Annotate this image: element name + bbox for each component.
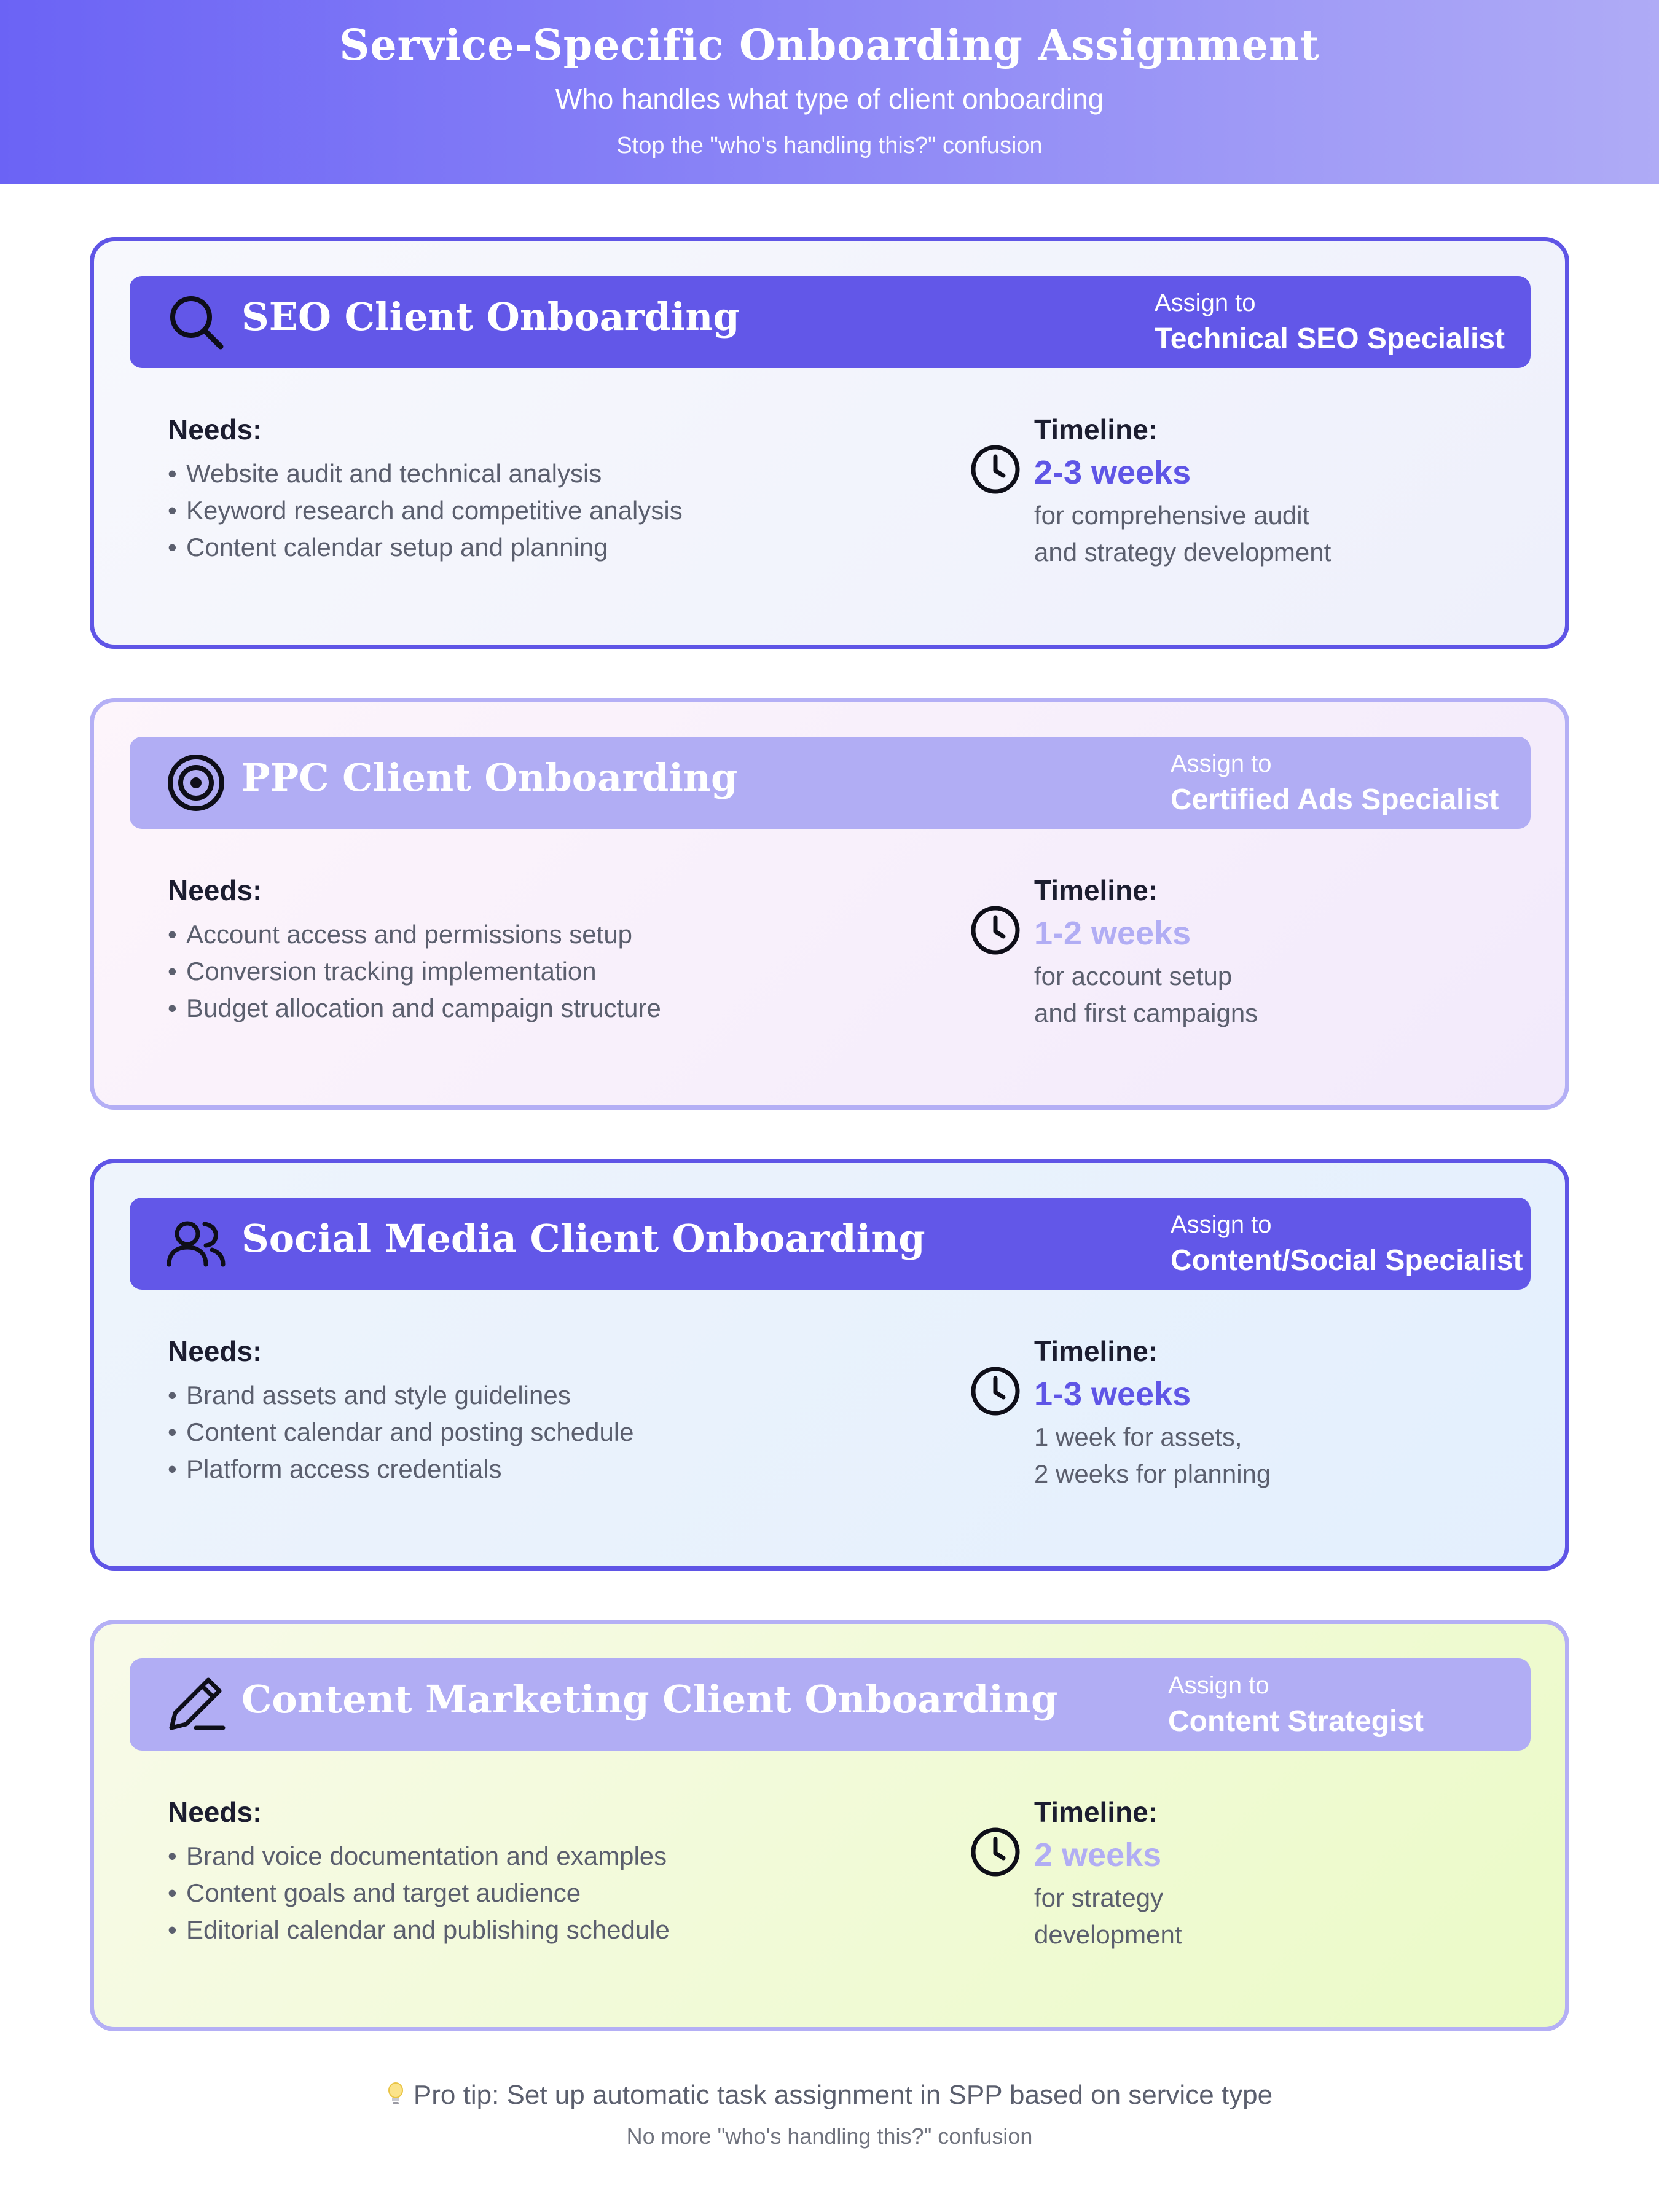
assign-label: Assign to <box>1171 1211 1272 1238</box>
clock-icon <box>969 904 1022 957</box>
needs-heading: Needs: <box>168 414 262 445</box>
assignment-block <box>1171 1207 1523 1280</box>
timeline-heading: Timeline: <box>1034 414 1158 445</box>
timeline-heading: Timeline: <box>1034 1335 1158 1367</box>
timeline-duration: 2-3 weeks <box>1034 454 1191 491</box>
timeline-detail: for strategy <box>1034 1883 1164 1912</box>
needs-heading: Needs: <box>168 1335 262 1367</box>
card-social-media <box>90 1159 1569 1571</box>
timeline-duration: 1-3 weeks <box>1034 1376 1191 1413</box>
card-header-bar <box>130 737 1531 829</box>
assign-role: Technical SEO Specialist <box>1155 323 1505 355</box>
card-header-bar <box>130 1198 1531 1290</box>
needs-section <box>168 872 844 1027</box>
needs-heading: Needs: <box>168 874 262 906</box>
timeline-detail: 2 weeks for planning <box>1034 1459 1271 1488</box>
timeline-detail: development <box>1034 1920 1182 1949</box>
needs-heading: Needs: <box>168 1796 262 1828</box>
lightbulb-icon <box>386 2079 405 2104</box>
assign-role: Certified Ads Specialist <box>1171 783 1499 816</box>
list-item: • Keyword research and competitive analysis <box>168 496 683 525</box>
card-title: Social Media Client Onboarding <box>241 1216 925 1261</box>
needs-list <box>168 1377 844 1488</box>
pro-tip-text: Pro tip: Set up automatic task assignment in SPP based on service type <box>413 2080 1273 2110</box>
timeline-duration: 1-2 weeks <box>1034 915 1191 952</box>
timeline-detail: 1 week for assets, <box>1034 1422 1242 1451</box>
assign-role: Content/Social Specialist <box>1171 1244 1523 1277</box>
list-item: • Content calendar and posting schedule <box>168 1418 634 1446</box>
page-subtitle: Who handles what type of client onboarding <box>555 83 1104 115</box>
users-icon <box>165 1213 227 1274</box>
needs-section <box>168 1794 844 1948</box>
timeline-detail: for account setup <box>1034 962 1233 990</box>
card-title: PPC Client Onboarding <box>241 755 738 800</box>
list-item: • Brand voice documentation and examples <box>168 1841 667 1870</box>
footer <box>0 2077 1659 2152</box>
assign-label: Assign to <box>1155 289 1256 316</box>
list-item: • Content goals and target audience <box>168 1878 581 1907</box>
card-content-marketing <box>90 1620 1569 2031</box>
timeline-detail: and first campaigns <box>1034 998 1258 1027</box>
card-title: SEO Client Onboarding <box>241 294 740 339</box>
clock-icon <box>969 1365 1022 1418</box>
assign-role: Content Strategist <box>1168 1705 1424 1738</box>
search-icon <box>165 291 227 353</box>
list-item: • Website audit and technical analysis <box>168 459 602 488</box>
needs-section <box>168 411 844 566</box>
pen-icon <box>165 1674 227 1735</box>
target-icon <box>165 752 227 814</box>
pro-tip <box>0 2077 1659 2114</box>
list-item: • Conversion tracking implementation <box>168 957 597 986</box>
card-header-bar <box>130 276 1531 368</box>
list-item: • Budget allocation and campaign structure <box>168 994 661 1022</box>
page-tagline: Stop the "who's handling this?" confusion <box>616 133 1043 159</box>
page-title: Service-Specific Onboarding Assignment <box>339 21 1320 70</box>
list-item: • Content calendar setup and planning <box>168 533 608 562</box>
list-item: • Brand assets and style guidelines <box>168 1381 571 1410</box>
card-title: Content Marketing Client Onboarding <box>241 1677 1058 1722</box>
needs-section <box>168 1333 844 1488</box>
timeline-detail: for comprehensive audit <box>1034 501 1310 530</box>
timeline-duration: 2 weeks <box>1034 1837 1162 1873</box>
card-seo <box>90 237 1569 649</box>
timeline-heading: Timeline: <box>1034 1796 1158 1828</box>
footer-note: No more "who's handling this?" confusion <box>626 2124 1033 2149</box>
needs-list <box>168 1838 844 1948</box>
clock-icon <box>969 1826 1022 1878</box>
clock-icon <box>969 443 1022 496</box>
needs-list <box>168 455 844 566</box>
assign-label: Assign to <box>1171 750 1272 777</box>
assign-label: Assign to <box>1168 1672 1269 1699</box>
timeline-heading: Timeline: <box>1034 874 1158 906</box>
assignment-block <box>1168 1668 1424 1741</box>
list-item: • Account access and permissions setup <box>168 920 633 949</box>
card-header-bar <box>130 1658 1531 1751</box>
needs-list <box>168 916 844 1027</box>
timeline-detail: and strategy development <box>1034 538 1332 567</box>
assignment-block <box>1155 286 1505 358</box>
list-item: • Editorial calendar and publishing schedule <box>168 1915 670 1944</box>
assignment-block <box>1171 747 1499 819</box>
list-item: • Platform access credentials <box>168 1454 502 1483</box>
card-ppc <box>90 698 1569 1110</box>
header-banner <box>0 0 1659 184</box>
